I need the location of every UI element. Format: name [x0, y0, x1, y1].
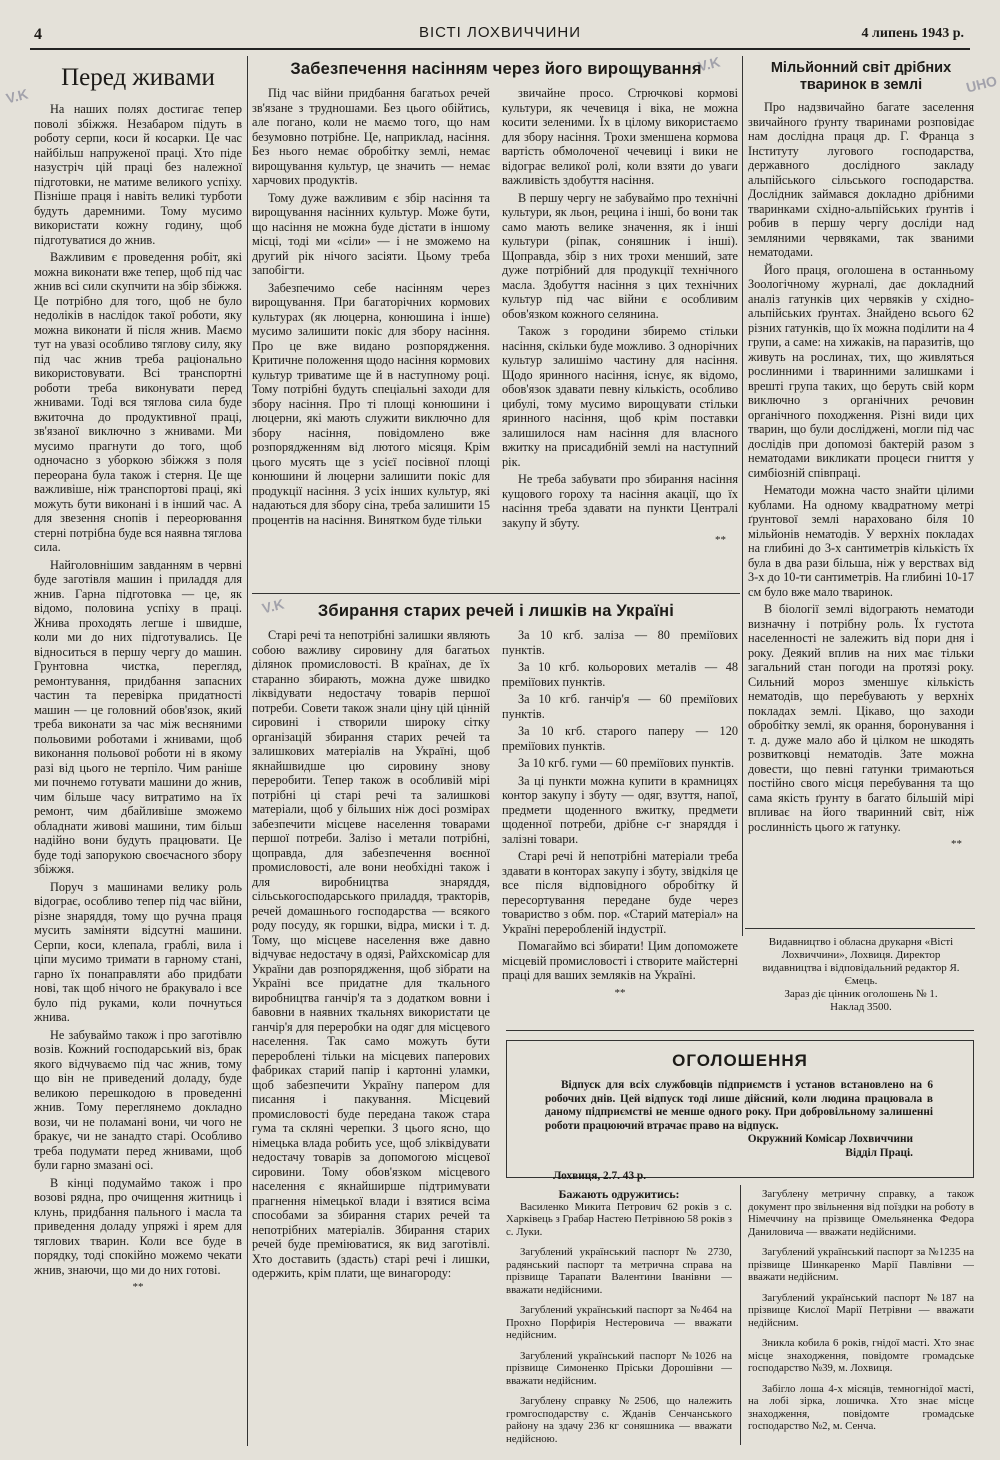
article-harvest: [34, 58, 242, 1448]
classified-ad: [506, 1350, 732, 1388]
section-divider: [252, 593, 740, 594]
classified-ad: [748, 1383, 974, 1433]
paragraph: Поруч з машинами велику роль відограє, особливо тепер під час війни, різне знаряддя, тому що ручна праця мусить заміняти відсутні машини. Серпи, коси, клепала, граблі, вила і ціпи мусимо тримати в гарному стані, гарно їх понаправляти або придбати нові, так щоб нічого не бракувало і все було під руками, коли почнуться жнива.: [34, 879, 242, 1024]
ad-text: Загублену справку №2506, що належить громгосподарству с. Жданів Сенчанського району на здачу 236 кг соняшника — вважати недійсною.: [506, 1395, 732, 1445]
paragraph: На наших полях достигає тепер поволі збіжжя. Незабаром підуть в роботу серпи, коси й косарки. Це час найбільш напруженої праці. Хто піде назустріч цій праці без належної підготовки, не матиме великого успіху. Пізніше праця і навіть великі турботи будуть даремними. Тому мусимо використати кожну годину, щоб підготуватися до жнив.: [34, 102, 242, 247]
issue-date: 4 липень 1943 р.: [861, 26, 964, 41]
paragraph: Нематоди можна часто знайти цілими кублами. На одному квадратному метрі ґрунтової землі нараховано біля 10 мільйонів нематодів. У верхніх покладах на глибині до 3-х сантиметрів кількість їх була в два рази більша, ніж у верствах від 3-х до 10-ти сантиметрів. На глибині 10-17 см було вже мало тваринок.: [748, 483, 974, 599]
classified-ad: [506, 1188, 732, 1238]
article-seeds-col2: [502, 86, 738, 590]
article-body: [252, 86, 490, 527]
announcement-title: ОГОЛОШЕННЯ: [672, 1051, 808, 1070]
announcement-place-date: Лохвиця, 2.7. 43 р.: [553, 1170, 647, 1182]
paragraph: Про надзвичайно багате заселення звичайного ґрунту тваринами розповідає нам дослідна праця др. Г. Франца з Інституту лугового господарства, державного дослідного закладу альпійського сільського господарства. Дослідник займався докладно дрібними тваринками східно-альпійських ґрунтів і робив в першу чергу досліди над земляними червяками, так званими нематодами.: [748, 100, 974, 259]
paragraph: В біології землі відограють нематоди визначну і потрібну роль. Їх густота населенності не залежить від пори дня і року. Деякий вплив на них має тільки загальний стан погоди на протязі року. Сильний мороз зменшує кількість нематодів, що перебувають у верхніх покладах землі. Цікаво, що заходи обробітку землі, як орання, боронування і т. д. дуже мало або й цілком не шкодять розвитковці нематодів. Зате можна довести, що певні гатунки тримаються постійно свого місця перебування та що сама якість ґрунту в багато більшій мірі впливає на його тваринний світ, ніж рослинність цього ж гатунку.: [748, 602, 974, 834]
classifieds-col2: [748, 1188, 974, 1446]
announcement-text: Відпуск для всіх службовців підприємств і установ встановлено на 6 робочих днів. Цей відпуск тоді лише дійсний, коли людина працювала в даному підприємстві не менше одного року. При добровільному залишенні роботи працюючий втрачає право на відпуск.: [545, 1079, 933, 1132]
section-divider: [506, 1030, 974, 1031]
paragraph: Найголовнішим завданням в червні буде заготівля машин і приладдя для жнив. Гарна підготовка — це, як відомо, половина успіху в праці. Жнива проходять легше і швидше, коли ми до них підготувались. Це відноситься в першу чергу до машин. Грунтовна чистка, перегляд, ремонтування, придбання запасних частин та перевірка придатності машин — це головний обов'язок, який треба виконати за час між весняними польовими роботами і жнивами, щоб виконання польової роботи ні в якому разі від цього не терпіло. Чим раніше ми почнемо готувати машини до жнив, чим більше часу витратимо на їх ремонт, чим дбайливіше зможемо обладнати живові машини, тим більш надійно вони будуть працювати. Це буде тоді запорукою своєчасного збору збіжжя.: [34, 557, 242, 876]
announcement-box: [506, 1040, 974, 1182]
premium-item: За 10 кгб. заліза — 80 преміїових пунктів.: [502, 628, 738, 657]
ad-text: Загублений український паспорт №187 на прізвище Кислої Марії Петрівни — вважати недійсним.: [748, 1291, 974, 1329]
article-seeds-header: [252, 58, 740, 88]
paragraph: В кінці подумаймо також і про возові рядна, про очищення житниць і клунь, придбання пального і масла та приведення доладу упряжі і ярем для тяглових тварин. Коли все буде в порядку, тоді спокійно можемо чекати жнив, знаючи, що ми до них готові.: [34, 1175, 242, 1277]
article-title: Мільйонний світ дрібних тваринок в землі: [770, 60, 952, 93]
newspaper-title: ВІСТІ ЛОХВИЧЧИНИ: [418, 24, 582, 41]
paragraph: звичайне просо. Стрючкові кормові культури, як чечевиця і віка, не можна косити зеленими. Їх в цілому використаємо для збору насіння. Трохи зменшена кормова вартість обмолоченої чечевиці і вики не відограє великої ролі, коли взяти до уваги важливість здобуття насіння.: [502, 86, 738, 187]
classified-ad: [748, 1292, 974, 1330]
article-body: [748, 100, 974, 834]
paragraph: Помагаймо всі збирати! Цим допоможете місцевій промисловості і створите майстерні праці для ваших земляків на Україні.: [502, 939, 738, 982]
pencil-note: V.K: [4, 85, 30, 107]
paragraph: Також з городини збиремо стільки насіння, скільки буде можливо. З однорічних культур залишімо частину для насіння. Щодо яринного насіння, існує, як відомо, обов'язок здавати певну кількість, особливо цибулі, тому мусимо вирощувати стільки яринного насіння, щоб крім поставки залишилося нам насіння для власного вжитку на присадибній землі на наступний рік.: [502, 324, 738, 469]
imprint-line: Наклад 3500.: [830, 1001, 892, 1013]
imprint-line: Зараз діє цінник оголошень № 1.: [784, 988, 938, 1000]
ad-text: Загублений український паспорт за №1235 на прізвище Шинкаренко Марії Павлівни — вважати недійсним.: [748, 1246, 974, 1283]
paragraph: Під час війни придбання багатьох речей зв'язане з трудношами. Без цього обійтись, але погано, коли не маємо того, що нам безумовно потрібне. Це, наприклад, насіння. Без нього немає обробітку землі, немає вирощування культур, це значить — немає харчових продуктів.: [252, 86, 490, 187]
section-divider: [745, 928, 975, 929]
classified-ad: [748, 1246, 974, 1284]
ad-text: Загублений український паспорт № 2730, радянський паспорт та метрична справа на прізвище Тарапати Валентини Іванівни — вважати недійсними.: [506, 1246, 732, 1296]
paragraph: Важливим є проведення робіт, які можна виконати вже тепер, щоб під час жнив всі сили скупчити на збір збіжжя. Це потрібно для того, щоб не було недоліків в наслідок такої роботи, яку можна виконати й після жнив. Маємо тут на увазі особливо тяглову силу, яку під час жнив треба раціонально використовувати. Всі транспортні роботи треба виконувати перед жнивами. Тоді вся тяглова сила буде вжиточна до продуктивної праці, зв'язаної виключно з жнивами. Ми мусимо прагнути до того, щоб одночасно з уборкою збіжжя з поля переорана була також і стерня. Це ще важливіше, ніж транспортові праці, які можуть бути виконані і в інший час. А для звезення снопів і переорювання стерні потрібна буде вся наявна тяглова сила.: [34, 250, 242, 554]
classified-ad: [506, 1246, 732, 1296]
article-seeds-col1: [252, 86, 490, 590]
end-mark: **: [132, 1281, 144, 1293]
ad-text: Зникла кобила 6 років, гнідої масті. Хто знає місце знаходження, повідомте громадське господарство №39, м. Лохвиця.: [748, 1337, 974, 1374]
classifieds-col1: [506, 1188, 732, 1446]
announcement-signature: Окружний Комісар Лохвиччини: [747, 1133, 913, 1145]
classified-ad: [506, 1304, 732, 1342]
paragraph: В першу чергу не забуваймо про технічні культури, як льон, рецина і інші, бо вони так само мають велике значення, як і інші культури (ріпак, соняшник і інші). Щоправда, збір з них трохи менший, зате дуже потрібний для продукції технічного масла. Здобуття насіння з цих технічних культур під час війни є особливим обов'язком кожного селянина.: [502, 190, 738, 321]
article-scrap-col2: [502, 628, 738, 1028]
article-scrap-col1: [252, 628, 490, 1448]
paragraph: Тому дуже важливим є збір насіння та вирощування насінних культур. Може бути, що насіння не можна буде дістати в іншому місці, тоді ми «сіли» — і не зможемо на другий рік нічого засіяти. Цьому треба запобігти.: [252, 190, 490, 277]
column-rule: [740, 1185, 741, 1445]
ad-text: Забігло лоша 4-х місяців, темногнідої масті, на лобі зірка, лошичка. Хто знає місце знаходження, повідомте громадське господарство №2, м. Сенча.: [748, 1382, 974, 1432]
paragraph: Його праця, оголошена в останньому Зоологічному журналі, дає докладний аналіз гатунків цих червяків у східно-альпійських ґрунтах. Знайдено всього 62 різних гатунків, що їх можна поділити на 4 групи, а саме: на хижаків, на паразитів, що живуть на рослинах, тих, що живляться рослинними і тваринними залишками і врешті група таких, що беруть свій корм виключно з органічних речовин органічного походження. Різні види цих тварин, що були досліджені, могли під час дослідів при допомозі бактерій разом з нематодами викликати процеси гниття у симбіозній співпраці.: [748, 262, 974, 480]
end-mark: **: [614, 986, 626, 999]
article-scrap-header: [252, 600, 740, 628]
premium-list: [502, 628, 738, 983]
paragraph: Забезпечимо себе насінням через вирощування. При багаторічних кормових культурах (як люцерна, конюшина і інше) мусимо залишити покіс для збору насіння. Про це вже видано розпорядження. Критичне положення щодо насіння кормових культур триватиме ще й в наступному році. Тому потрібні будуть спеціальні заходи для збору насіння. Про ті площі конюшини і люцерни, які мають служити виключно для збору насіння, повідомлено вже розпорядженням від лютого місяця. Крім цього мусять ще з усієї посівної площі конюшини й люцерни залишити покіс для продукції насіння. З усіх інших культур, які надаються для збору сіна, треба залишити 15 процентів на насіння. Винятком буде тільки: [252, 280, 490, 527]
ad-text: Василенко Микита Петрович 62 років з с. Харківець з Грабар Настею Петрівною 58 років з с. Луки.: [506, 1200, 732, 1238]
classified-ad: [748, 1337, 974, 1375]
ad-text: Загублений український паспорт за №464 на Прохно Порфирія Нестеровича — вважати недійсним.: [506, 1304, 732, 1341]
pencil-note: V.K: [260, 595, 286, 617]
end-mark: **: [715, 534, 726, 546]
article-body: [502, 86, 738, 530]
paragraph: За ці пункти можна купити в крамницях контор закупу і збуту — одяг, взуття, напої, предмети щоденного вжитку, предмети щоденної потреби, дрібне с-г знаряддя і залізні товари.: [502, 773, 738, 846]
imprint-line: Видавництво і обласна друкарня «Вісті Лохвиччини», Лохвиця. Директор видавництва і відповідальний редактор Я. Ємець.: [762, 936, 960, 987]
premium-item: За 10 кгб. кольорових металів — 48 преміїових пунктів.: [502, 660, 738, 689]
article-body: [252, 628, 490, 1281]
column-rule: [247, 56, 248, 1446]
article-soil: [748, 58, 974, 926]
classified-ad: [748, 1188, 974, 1238]
masthead: [30, 20, 970, 50]
classified-ad: [506, 1395, 732, 1445]
article-title: Перед живами: [61, 64, 215, 91]
pencil-note: UHO: [964, 72, 999, 96]
ad-text: Загублену метричну справку, а також документ про звільнення від поїздки на роботу в Німеччину на прізвище Омельяненка Федора Даниловича — вважати недійсними.: [748, 1188, 974, 1238]
pencil-note: V.K: [696, 53, 722, 75]
ad-text: Загублений український паспорт №1026 на прізвище Симоненко Пріськи Дорошівни — вважати недійсним.: [506, 1349, 732, 1387]
paragraph: Старі речі та непотрібні залишки являють собою важливу сировину для багатьох ділянок промисловості. В країнах, де їх старанно збирають, можна дуже швидко ліквідувати недостачу товарів першої потреби. Совети також знали ціну цій цінній сировині і створили широку сітку організацій збирання старих речей та залишкових матеріалів на Україні, щоб якнайшвидше цю сировину знову переробити. Тепер також в особливій мірі потрібні ці старі речі та залишкові матеріали, щоб у більших ніж досі розмірах забезпечити місцеве населення товарами першої потреби. Залізо і метали потрібні, щоправда, для забезпечення воєнної промисловості, але вони необхідні також і для виробництва знаряддя, сільськогосподарського приладдя, тракторів, речей домашнього господарства — всякого роду посуду, як горшки, відра, миски і т. д. Тому, що місцеве населення вже давно відчуває недостачу в одязі, Райхскомісар для України дав розпорядження, щоб зібрати на Україні все придатне для ткального виробництва ганчір'я та з додатком вовни і бавовни в наявних ткальнях використати це ганчір'я для переробки на одяг для місцевого населення. Так само можуть бути перероблені тільки на місцевих паперових фабриках старий папір і картонні уламки, щоб забезпечити Україну папером для писання і пакування. Місцевий промисловості буде передана також стара гума та скляні черепки. З цього ясно, що німецька влада робить усе, щоб зліквідувати недостачу товарів за допомогою місцевої сировини. Тому обов'язком місцевого населення є якнайширше підтримувати прагнення німецької влади і взятися всіма способами за збирання старих речей та непотрібних матеріалів. Збирання старих речей буде преміюватися, як вид заготівлі. Хто доставить (здасть) старі речі і лишки, одержить, крім плати, ще винагороду:: [252, 628, 490, 1280]
imprint: [752, 936, 970, 1026]
paragraph: Не забуваймо також і про заготівлю возів. Кожний господарський віз, брак якого відчуваємо під час жнив, тому що він не приведений доладу, буде великою перешкодою в проведенні жнив. Тому переглянемо докладно вози, чи не поламані вони, чи чого не бракує, чи не занадто старі. Особливо треба подумати перед жнивами, щоб були гарно змазані осі.: [34, 1027, 242, 1172]
page-number: 4: [34, 26, 42, 43]
article-body: [34, 102, 242, 1277]
end-mark: **: [951, 838, 962, 850]
paragraph: Старі речі й непотрібні матеріали треба здавати в конторах закупу і збуту, звідкіля це все після відповідного обробітку й пересортування передане буде через товариство з обм. пор. «Старий матеріал» на Україні переробленій індустрії.: [502, 849, 738, 936]
ad-heading: Бажають одружитись:: [558, 1188, 680, 1201]
premium-item: За 10 кгб. старого паперу — 120 преміїових пунктів.: [502, 724, 738, 753]
premium-item: За 10 кгб. ганчір'я — 60 преміїових пунктів.: [502, 692, 738, 721]
column-rule: [742, 56, 743, 936]
announcement-signature: Відділ Праці.: [845, 1146, 913, 1159]
article-title: Збирання старих речей і лишків на Україні: [317, 602, 675, 620]
article-title: Забезпечення насінням через його вирощування: [290, 60, 702, 78]
premium-item: За 10 кгб. гуми — 60 преміїових пунктів.: [518, 756, 735, 770]
paragraph: Не треба забувати про збирання насіння кущового гороху та насіння акації, що їх насіння треба здавати на пункти Централі закупу й збуту.: [502, 472, 738, 530]
announcement-body: [507, 1079, 973, 1133]
